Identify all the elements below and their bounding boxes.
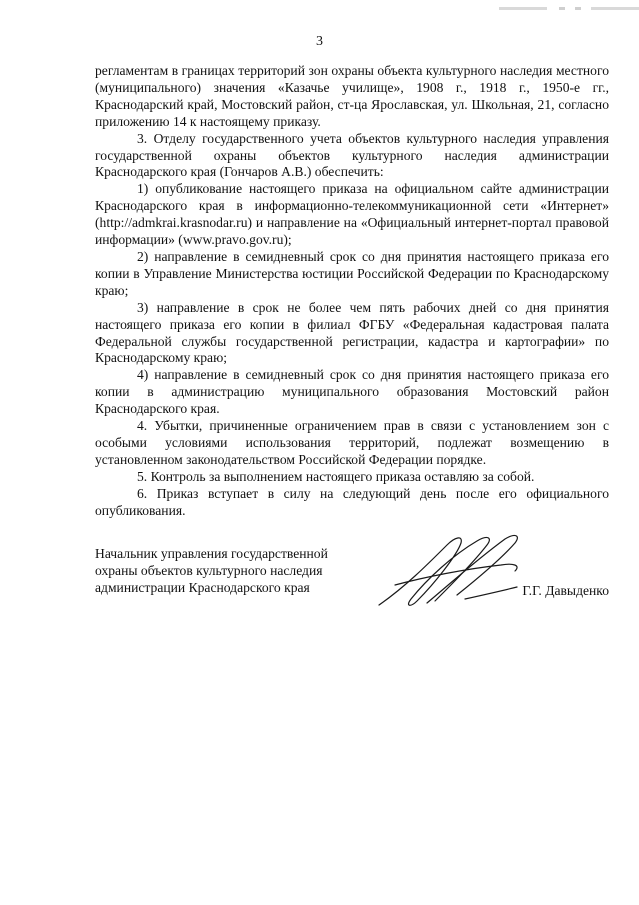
handwritten-signature (365, 525, 535, 615)
paragraph-item-5: 5. Контроль за выполнением настоящего приказа оставляю за собой. (137, 468, 535, 484)
paragraph-continuation: регламентам в границах территорий зон охраны объекта культурного наследия местного (муниципального) значения «Казачье училище», 1908 г., 1918 г., 1950-е гг., Краснодарский край, Мостовский район, ст-ца Ярославская, ул. Школьная, 21, согласно приложению 14 к настоящему приказу. (95, 63, 609, 129)
document-body (95, 63, 609, 519)
signatory-name: Г.Г. Давыденко (522, 583, 609, 598)
signatory-title-line-3: администрации Краснодарского края (95, 580, 310, 595)
signatory-title (95, 545, 375, 596)
signatory-title-line-1: Начальник управления государственной (95, 546, 328, 561)
paragraph-subitem-1: 1) опубликование настоящего приказа на официальном сайте администрации Краснодарского края в информационно-телекоммуникационной сети «Интернет» (http://admkrai.krasnodar.ru) и направление на «Официальный интернет-портал правовой информации» (www.pravo.gov.ru); (95, 181, 609, 248)
page-number: 3 (316, 34, 323, 49)
paragraph-item-4: 4. Убытки, причиненные ограничением прав в связи с установлением зон с особыми условиями использования территорий, подлежат возмещению в установленном законодательством Российской Федерации порядке. (95, 418, 609, 467)
signatory-title-line-2: охраны объектов культурного наследия (95, 563, 323, 578)
signature-block (95, 545, 609, 615)
paragraph-subitem-3: 3) направление в срок не более чем пять рабочих дней со дня принятия настоящего приказа его копии в филиал ФГБУ «Федеральная кадастровая палата Федеральной службы государственной регистрации, кадастра и картографии» по Краснодарскому краю; (95, 299, 609, 366)
paragraph-subitem-4: 4) направление в семидневный срок со дня принятия настоящего приказа его копии в администрацию муниципального образования Мостовский район Краснодарского края. (95, 367, 609, 417)
paragraph-item-3: 3. Отделу государственного учета объектов культурного наследия управления государственной охраны объектов культурного наследия администрации Краснодарского края (Гончаров А.В.) обеспечить: (95, 130, 609, 180)
paragraph-item-6: 6. Приказ вступает в силу на следующий день после его официального опубликования. (95, 485, 609, 518)
paragraph-subitem-2: 2) направление в семидневный срок со дня принятия настоящего приказа его копии в Управление Министерства юстиции Российской Федерации по Краснодарскому краю; (95, 248, 609, 298)
scan-artifact (499, 0, 639, 6)
